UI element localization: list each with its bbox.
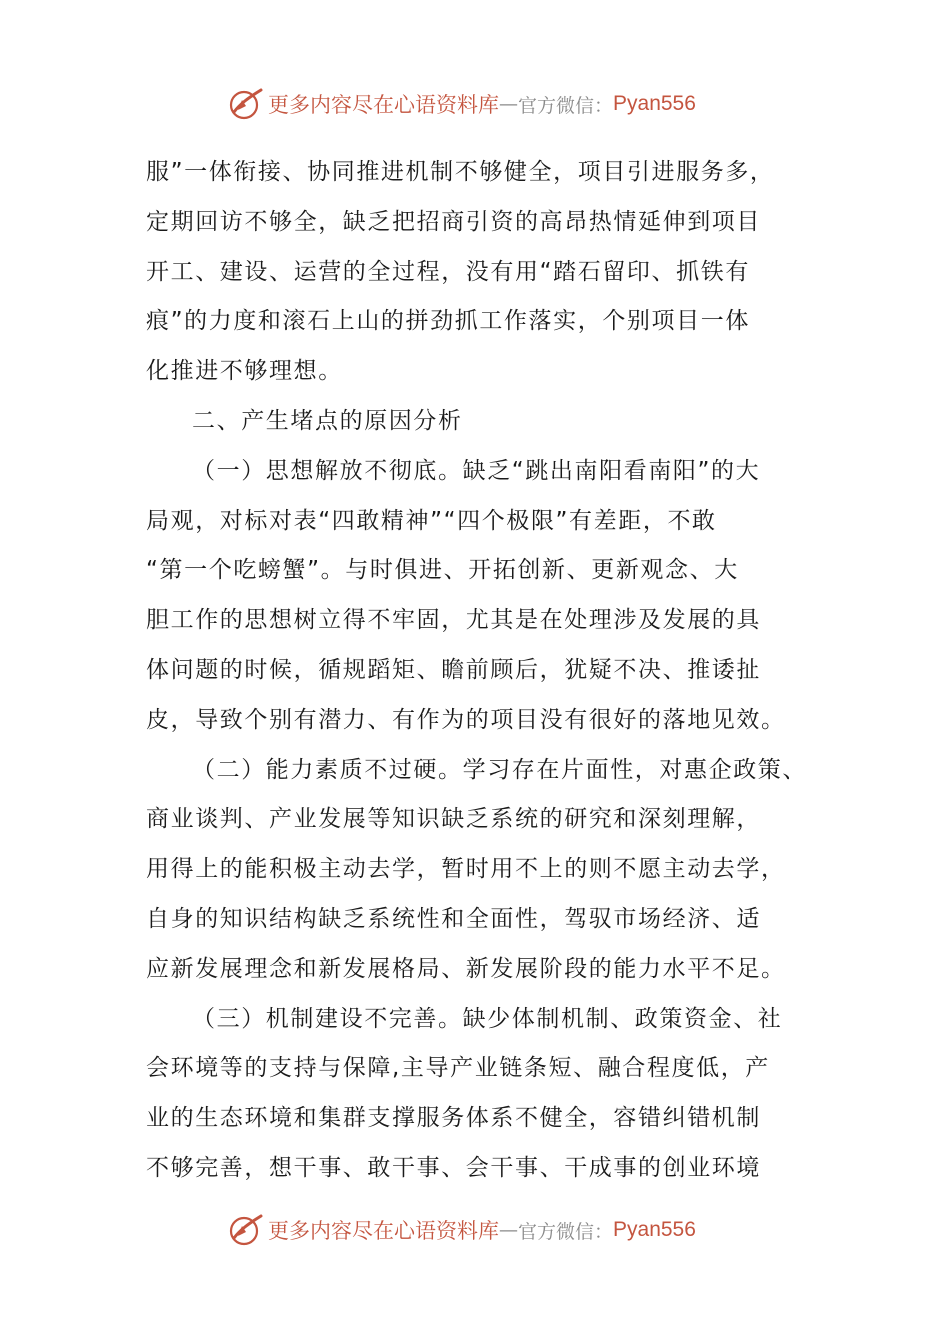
watermark-wechat-label: 官方微信：: [518, 94, 614, 117]
watermark-wechat-id: Pyan556: [613, 1218, 696, 1241]
text-line: 开工、建设、运营的全过程，没有用“踏石留印、抓铁有: [146, 258, 750, 285]
text-line: 局观，对标对表“四敢精神”“四个极限”有差距，不敢: [146, 507, 717, 534]
text-line: 体问题的时候，循规蹈矩、瞻前顾后，犹疑不决、推诿扯: [146, 656, 761, 683]
text-line: 业的生态环境和集群支撑服务体系不健全，容错纠错机制: [146, 1105, 761, 1132]
footer-watermark: [228, 1210, 696, 1250]
text-line: 化推进不够理想。: [146, 358, 343, 385]
text-line: 会环境等的支持与保障,主导产业链条短、融合程度低，产: [146, 1055, 770, 1082]
text-line: 不够完善，想干事、敢干事、会干事、干成事的创业环境: [146, 1154, 761, 1181]
watermark-dash: —: [499, 1219, 518, 1241]
paragraph-first-line: （三）机制建设不完善。缺少体制机制、政策资金、社: [192, 1005, 783, 1032]
watermark-site-text: 更多内容尽在心语资料库: [268, 93, 499, 117]
text-line: 服”一体衔接、协同推进机制不够健全，项目引进服务多，: [146, 159, 775, 185]
pen-logo-icon: [228, 86, 264, 122]
watermark-site-text: 更多内容尽在心语资料库: [268, 1219, 499, 1243]
text-line: 应新发展理念和新发展格局、新发展阶段的能力水平不足。: [146, 955, 786, 982]
section-heading: 二、产生堵点的原因分析: [192, 407, 463, 434]
text-line: 商业谈判、产业发展等知识缺乏系统的研究和深刻理解，: [146, 806, 761, 833]
text-line: 用得上的能积极主动去学，暂时用不上的则不愿主动去学，: [146, 856, 786, 883]
paragraph-first-line: （一）思想解放不彻底。缺乏“跳出南阳看南阳”的大: [192, 457, 761, 484]
text-line: 皮，导致个别有潜力、有作为的项目没有很好的落地见效。: [146, 706, 786, 733]
watermark-dash: —: [499, 93, 518, 115]
pen-logo-icon: [228, 1212, 264, 1248]
text-line: 定期回访不够全，缺乏把招商引资的高昂热情延伸到项目: [146, 208, 761, 235]
watermark-wechat-id: Pyan556: [613, 92, 696, 115]
header-watermark: [228, 84, 696, 124]
text-line: 胆工作的思想树立得不牢固，尤其是在处理涉及发展的具: [146, 607, 761, 634]
text-line: 痕”的力度和滚石上山的拼劲抓工作落实，个别项目一体: [146, 308, 750, 335]
paragraph-first-line: （二）能力素质不过硬。学习存在片面性，对惠企政策、: [192, 756, 807, 783]
text-line: “第一个吃螃蟹”。与时俱进、开拓创新、更新观念、大: [146, 557, 739, 584]
text-line: 自身的知识结构缺乏系统性和全面性，驾驭市场经济、适: [146, 905, 761, 932]
watermark-wechat-label: 官方微信：: [518, 1220, 614, 1243]
document-body: [146, 148, 826, 1194]
